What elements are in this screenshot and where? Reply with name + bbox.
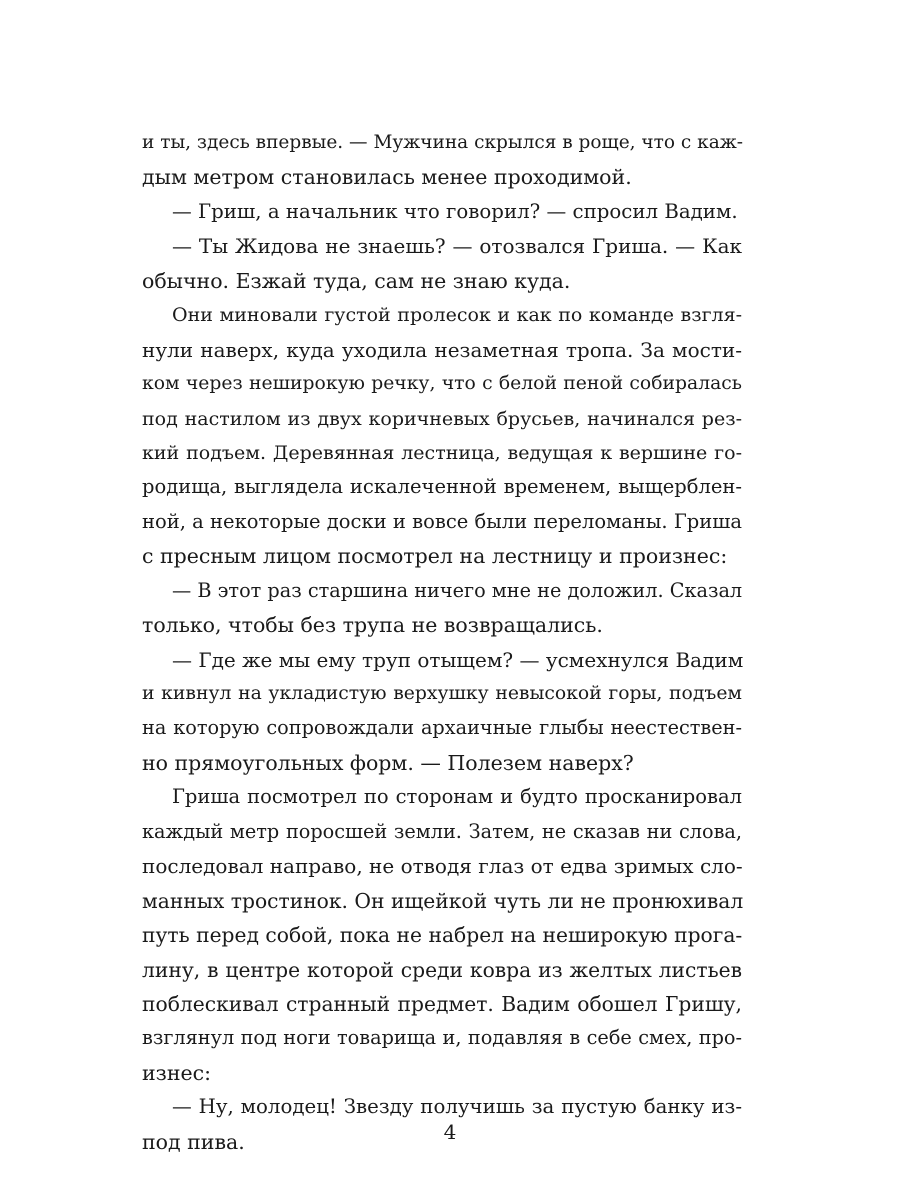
text-line: каждый метр поросшей земли. Затем, не сказав ни слова, [142,819,742,843]
text-line: Они миновали густой пролесок и как по команде взгля- [172,304,742,327]
text-line: манных тростинок. Он ищейкой чуть ли не пронюхивал [142,888,744,913]
text-line: родища, выглядела искалеченной временем, выщерблен- [142,475,742,499]
text-line: — Ты Жидова не знаешь? — отозвался Гриша. — Как [172,234,742,259]
text-line: дым метром становилась менее проходимой. [142,165,632,190]
text-line: изнес: [142,1060,212,1085]
text-line: под пива. [142,1129,245,1154]
text-line: под настилом из двух коричневых брусьев, начинался рез- [142,407,742,430]
text-line: поблескивал странный предмет. Вадим обошел Гришу, [142,991,742,1016]
body-text [142,126,742,1159]
text-line: ной, а некоторые доски и вовсе были переломаны. Гриша [142,509,742,533]
text-line: — Где же мы ему труп отыщем? — усмехнулся Вадим [172,647,744,672]
text-line: нули наверх, куда уходила незаметная тропа. За мости- [142,337,742,362]
text-line: лину, в центре которой среди ковра из желтых листьев [142,957,742,982]
text-line: на которую сопровождали архаичные глыбы неестествен- [142,716,742,740]
text-line: — Гриш, а начальник что говорил? — спросил Вадим. [172,199,738,223]
text-line: — Ну, молодец! Звезду получишь за пустую банку из- [172,1095,742,1119]
text-line: только, чтобы без трупа не возвращались. [142,613,603,638]
text-line: но прямоугольных форм. — Полезем наверх? [142,750,634,775]
text-line: Гриша посмотрел по сторонам и будто просканировал [172,785,742,809]
text-line: обычно. Езжай туда, сам не знаю куда. [142,268,571,293]
text-line: — В этот раз старшина ничего мне не доложил. Сказал [172,578,743,602]
text-line: и кивнул на укладистую верхушку невысокой горы, подъем [142,683,742,704]
text-line: кий подъем. Деревянная лестница, ведущая к вершине го- [142,441,742,464]
text-line: и ты, здесь впервые. — Мужчина скрылся в роще, что с каж- [142,132,744,153]
text-line: с пресным лицом посмотрел на лестницу и произнес: [142,544,728,569]
page-number: 4 [443,1120,457,1144]
text-line: взглянул под ноги товарища и, подавляя в себе смех, про- [142,1026,742,1050]
text-line: ком через неширокую речку, что с белой пеной собиралась [142,373,742,395]
text-line: последовал направо, не отводя глаз от едва зримых сло- [142,854,743,879]
text-line: путь перед собой, пока не набрел на неширокую прога- [142,923,743,948]
